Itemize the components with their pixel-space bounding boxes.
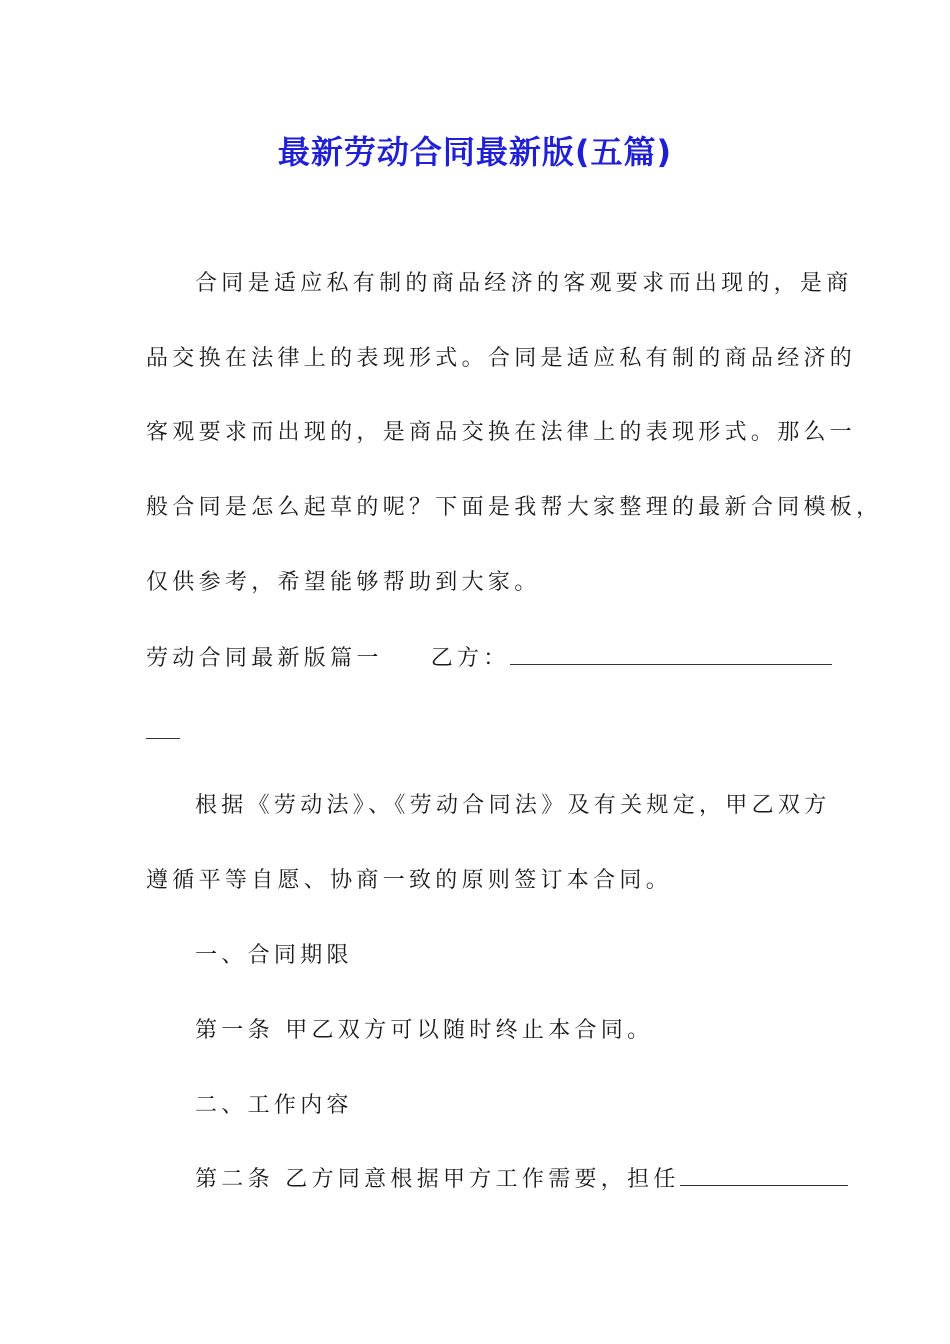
intro-line-4: 般合同是怎么起草的呢？下面是我帮大家整理的最新合同模板， (146, 495, 883, 520)
clause-2-text: 第二条 乙方同意根据甲方工作需要，担任 (195, 1167, 680, 1192)
party-b-label: 乙方： (430, 646, 510, 671)
intro-line-2: 品交换在法律上的表现形式。合同是适应私有制的商品经济的 (146, 346, 857, 371)
intro-line-5: 仅供参考，希望能够帮助到大家。 (146, 570, 541, 595)
clause-1-heading: 一、合同期限 (195, 943, 353, 968)
intro-line-1: 合同是适应私有制的商品经济的客观要求而出现的，是商 (195, 271, 853, 296)
clause-1-text: 第一条 甲乙双方可以随时终止本合同。 (195, 1018, 654, 1043)
party-b-blank-continuation (146, 716, 180, 739)
clause-2-heading: 二、工作内容 (195, 1093, 353, 1118)
party-b-blank (510, 642, 832, 665)
section-heading-row (146, 642, 806, 676)
basis-line-1: 根据《劳动法》、《劳动合同法》及有关规定，甲乙双方 (195, 793, 831, 818)
clause-2-row (195, 1163, 855, 1197)
basis-line-2: 遵循平等自愿、协商一致的原则签订本合同。 (146, 868, 673, 893)
document-title: 最新劳动合同最新版(五篇) (277, 133, 673, 171)
party-b-blank-continuation-row (146, 716, 806, 750)
position-blank (680, 1163, 848, 1186)
section-heading: 劳动合同最新版篇一 (146, 646, 383, 671)
intro-line-3: 客观要求而出现的，是商品交换在法律上的表现形式。那么一 (146, 420, 857, 445)
